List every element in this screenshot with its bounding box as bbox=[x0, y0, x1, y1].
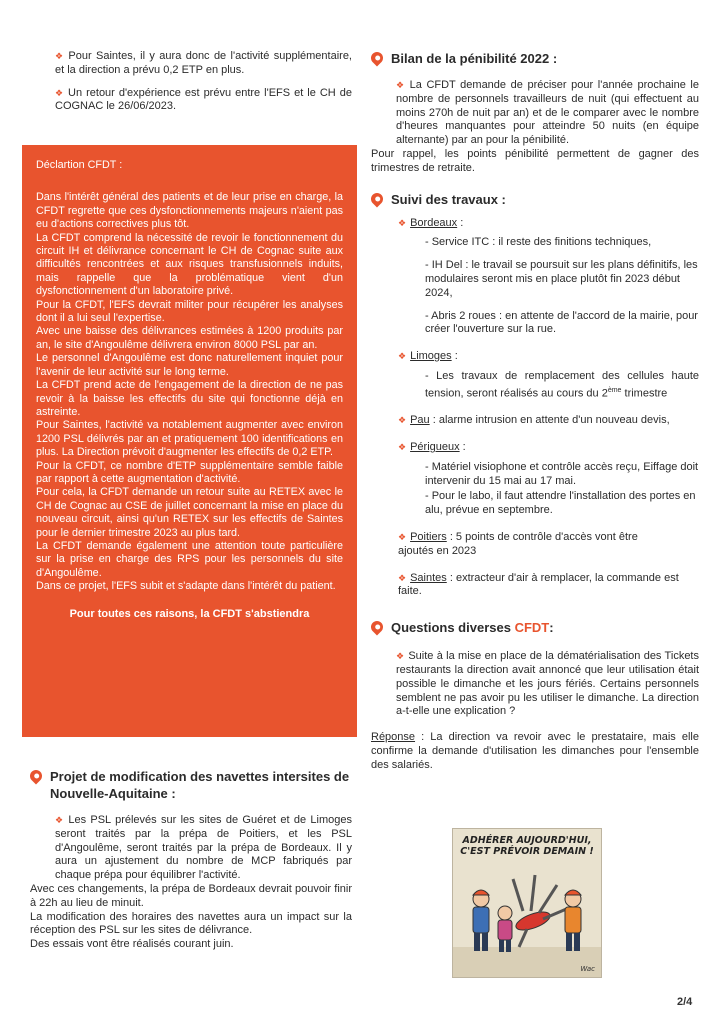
diamond-bullet-icon: ❖ bbox=[398, 415, 407, 426]
page-number: 2/4 bbox=[677, 996, 693, 1008]
navettes-section bbox=[30, 768, 352, 952]
diamond-bullet-icon: ❖ bbox=[398, 442, 407, 452]
penibilite-paragraph: Pour rappel, les points pénibilité permettent de gagner des trimestres de retraite. bbox=[371, 147, 699, 174]
declaration-paragraph: Pour la CFDT, l'EFS devrait militer pour récupérer les analyses dont il a lui seul l'expertise. bbox=[36, 298, 343, 325]
intro-paragraph-1: ❖ Pour Saintes, il y aura donc de l'activité supplémentaire, et la direction a prévu 0,2 ETP en plus. bbox=[55, 50, 352, 76]
travaux-site-bordeaux: ❖ Bordeaux : bbox=[398, 216, 464, 229]
navettes-paragraph: ❖ Les PSL prélevés sur les sites de Guéret et de Limoges seront traités par la prépa de Poitiers, et les PSL d'Angoulême, seront traités par la prépa de Bordeaux. Il y aura un ajustement du nombre de MCP fabriqués par chaque prépa pour équilibrer l'activité. bbox=[55, 814, 352, 882]
travaux-site-saintes: ❖ Saintes : extracteur d'air à remplacer, la commande est faite. bbox=[398, 571, 679, 598]
travaux-item: - Abris 2 roues : en attente de l'accord de la mairie, pour créer l'ouverture sur la rue. bbox=[425, 309, 698, 336]
declaration-paragraph: Le personnel d'Angoulême est donc naturellement inquiet pour l'avenir de leur activité sur le long terme. bbox=[36, 352, 343, 378]
declaration-paragraph: La CFDT demande également une attention toute particulière sur la prise en charge des RPS pour les personnels du site d'Angoulême. bbox=[36, 539, 343, 579]
declaration-title: Déclartion CFDT : bbox=[36, 159, 123, 171]
diamond-bullet-icon: ❖ bbox=[398, 217, 407, 228]
intro-paragraph-2: ❖ Un retour d'expérience est prévu entre l'EFS et le CH de COGNAC le 26/06/2023. bbox=[55, 86, 352, 113]
travaux-item: - Matériel visiophone et contrôle accès reçu, Eiffage doit intervenir du 15 mai au 17 mai. bbox=[425, 460, 699, 487]
cartoon-drawing bbox=[453, 829, 601, 977]
navettes-paragraph: La modification des horaires des navettes aura un impact sur la réception des PSL sur les sites de délivrance. bbox=[30, 910, 352, 937]
left-column bbox=[30, 50, 352, 114]
travaux-item: - IH Del : le travail se poursuit sur les plans définitifs, les modulaires seront mis en place plutôt fin 2023 début 2024, bbox=[425, 259, 698, 299]
penibilite-paragraph: ❖ La CFDT demande de préciser pour l'année prochaine le nombre de personnels travailleurs de nuit (qui effectuent au moins 270h de nuit par an) et de le comparer avec le nombre d'heures manquantes pour atteindre 50 nuits (en équipe alternante) par an pour la pénibilité. bbox=[396, 79, 699, 147]
travaux-item: - Pour le labo, il faut attendre l'installation des portes en alu, prévue en septembre. bbox=[425, 490, 696, 517]
declaration-paragraph: La CFDT prend acte de l'engagement de la direction de ne pas revoir à la baisse les effectifs du site qui fonctionne déjà en astreinte. bbox=[36, 379, 343, 418]
cartoon-signature: Wac bbox=[580, 965, 595, 973]
travaux-site-perigueux: ❖ Périgueux : bbox=[398, 441, 466, 453]
diamond-bullet-icon: ❖ bbox=[398, 531, 407, 542]
declaration-paragraph: Dans l'intérêt général des patients et de leur prise en charge, la CFDT regrette que ces dysfonctionnements majeurs n'aient pas eu d'actions correctives plus tôt. bbox=[36, 191, 343, 231]
diamond-bullet-icon: ❖ bbox=[398, 351, 407, 362]
travaux-site-pau: ❖ Pau : alarme intrusion en attente d'un nouveau devis, bbox=[398, 414, 670, 427]
cartoon-caption: ADHÉRER AUJOURD'HUI, C'EST PRÉVOIR DEMAIN ! bbox=[460, 835, 594, 857]
diamond-bullet-icon: ❖ bbox=[55, 51, 65, 61]
declaration-paragraph: Pour cela, la CFDT demande un retour suite au RETEX avec le CH de Cognac au CSE de juillet concernant la mise en place du nouveau circuit, ainsi qu'un RETEX sur les effectifs de Saintes pour le dernier trimestre 2023 au plus tard. bbox=[36, 486, 343, 539]
diamond-bullet-icon: ❖ bbox=[55, 87, 65, 98]
travaux-item: - Les travaux de remplacement des cellules haute tension, seront réalisés au cours du 2ème trimestre bbox=[425, 369, 699, 400]
declaration-conclusion: Pour toutes ces raisons, la CFDT s'abstiendra bbox=[69, 607, 310, 620]
navettes-heading: Projet de modification des navettes intersites de Nouvelle-Aquitaine : bbox=[30, 768, 352, 802]
diamond-bullet-icon: ❖ bbox=[55, 815, 65, 825]
diamond-bullet-icon: ❖ bbox=[398, 572, 407, 583]
declaration-box bbox=[22, 145, 357, 737]
travaux-item: - Service ITC : il reste des finitions techniques, bbox=[425, 236, 652, 249]
declaration-paragraph: Pour Saintes, l'activité va notablement augmenter avec environ 1200 PSL délivrés par an et pratiquement 100 identifications en plus. La Direction prévoit d'augmenter les effectifs de 0,2 ETP. bbox=[36, 419, 343, 459]
right-column bbox=[371, 50, 699, 773]
declaration-paragraph: Dans ce projet, l'EFS subit et s'adapte dans l'intérêt du patient. bbox=[36, 580, 336, 593]
declaration-paragraph: La CFDT comprend la nécessité de revoir le fonctionnement du circuit IH et délivrance concernant le CH de Cognac suite aux difficultés rencontrées et aux risques transfusionnels induits, mais rappelle que la problématique vient d'un dysfonctionnement d'un laboratoire privé. bbox=[36, 231, 343, 298]
questions-reponse: Réponse : La direction va revoir avec le prestataire, mais elle confirme la demande d'utilisation les dimanches pour l'ensemble des salariés. bbox=[371, 731, 699, 771]
navettes-paragraph: Avec ces changements, la prépa de Bordeaux devrait pouvoir finir à 22h au lieu de minuit. bbox=[30, 882, 352, 909]
declaration-paragraph: Avec une baisse des délivrances estimées à 1200 produits par an, le site d'Angoulême délivrera environ 8000 PSL par an. bbox=[36, 325, 343, 351]
location-pin-icon bbox=[369, 190, 386, 207]
location-pin-icon bbox=[369, 50, 386, 67]
questions-paragraph: ❖ Suite à la mise en place de la dématérialisation des Tickets restaurants la direction avait annoncé que leur utilisation était possible le dimanche et les jours fériés. Certains personnels semblent ne pas avoir pu les utiliser le dimanche. La direction a-t-elle une explication ? bbox=[396, 650, 699, 718]
travaux-site-poitiers: ❖ Poitiers : 5 points de contrôle d'accès vont être ajoutés en 2023 bbox=[398, 530, 638, 557]
cartoon-illustration bbox=[452, 828, 602, 978]
diamond-bullet-icon: ❖ bbox=[396, 80, 406, 90]
navettes-paragraph: Des essais vont être réalisés courant juin. bbox=[30, 938, 234, 951]
declaration-paragraph: Pour la CFDT, ce nombre d'ETP supplémentaire semble faible par rapport à cette augmentation d'activité. bbox=[36, 459, 343, 485]
travaux-site-limoges: ❖ Limoges : bbox=[398, 350, 458, 363]
questions-heading: Questions diverses CFDT : bbox=[371, 619, 699, 636]
diamond-bullet-icon: ❖ bbox=[396, 651, 405, 662]
location-pin-icon bbox=[28, 768, 45, 785]
penibilite-heading: Bilan de la pénibilité 2022 : bbox=[371, 50, 699, 67]
travaux-heading: Suivi des travaux : bbox=[371, 191, 699, 208]
location-pin-icon bbox=[369, 619, 386, 636]
